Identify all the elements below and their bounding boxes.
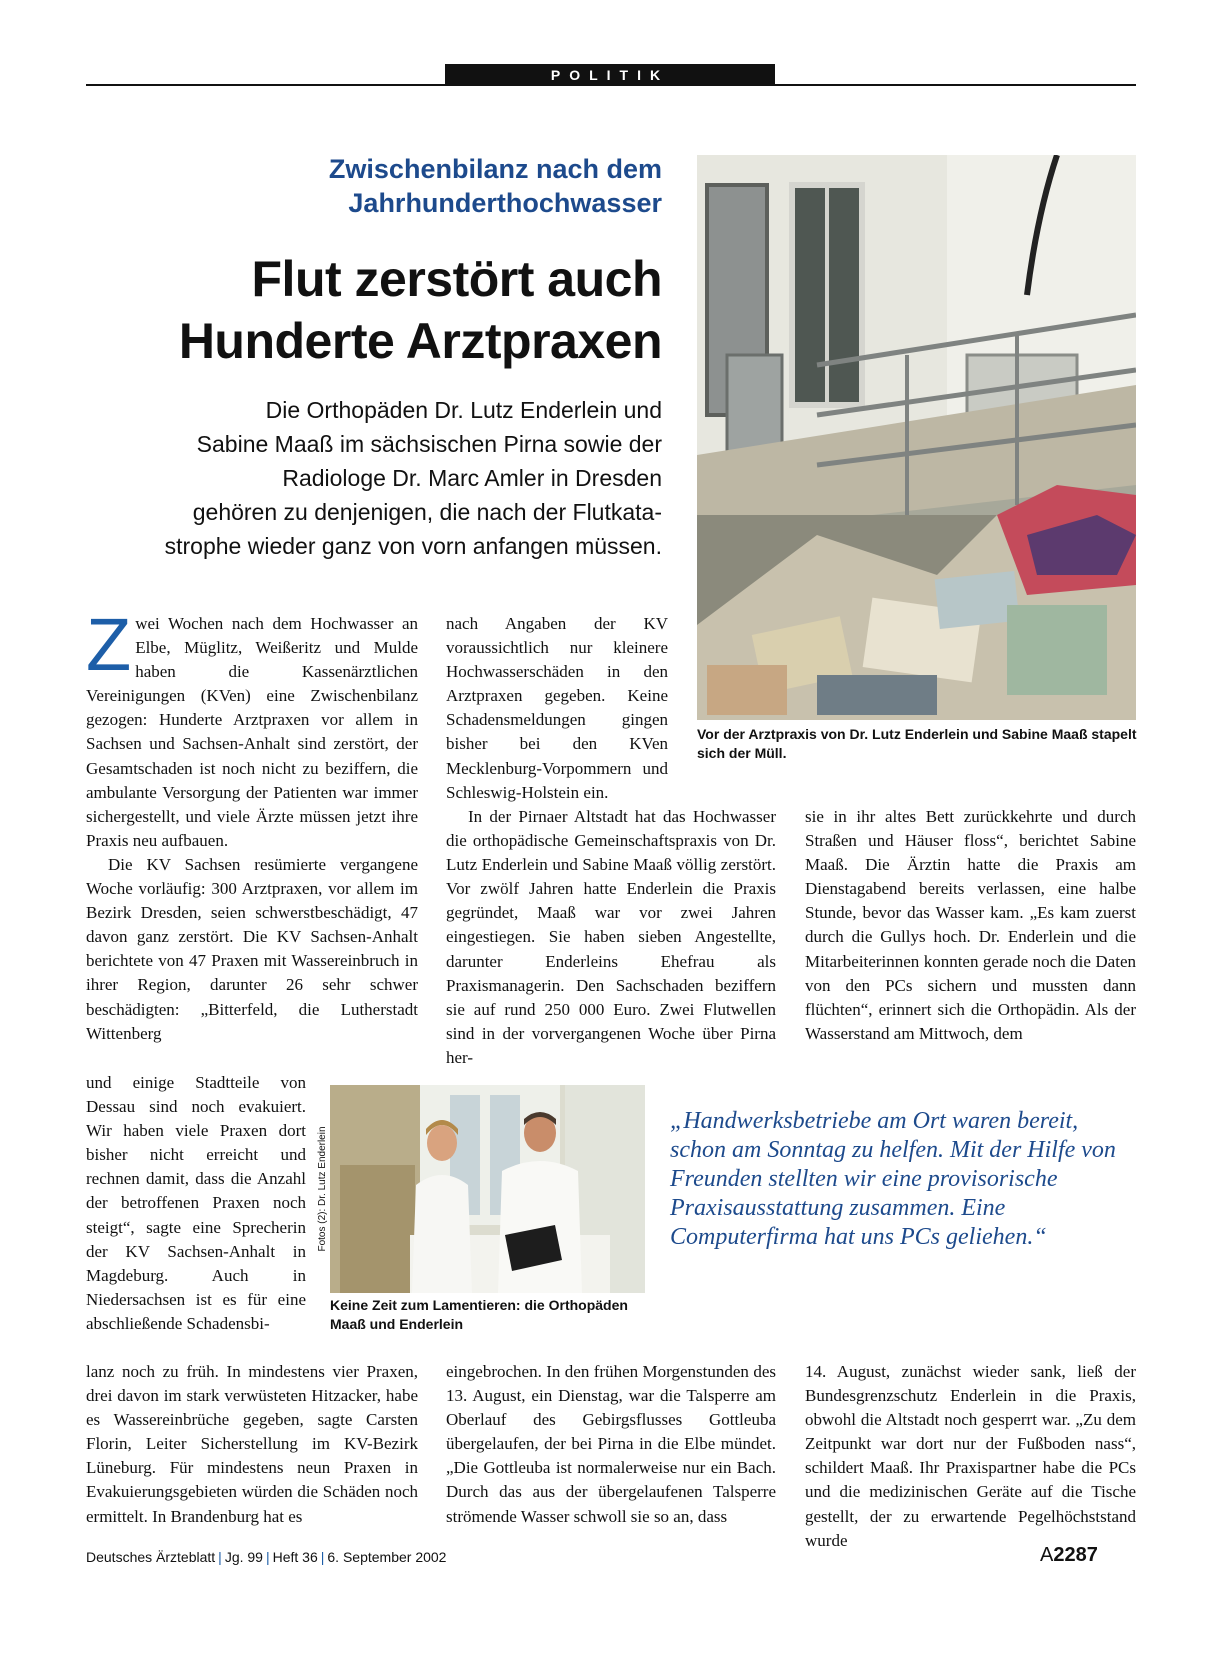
lead-line: Radiologe Dr. Marc Amler in Dresden (282, 465, 662, 491)
text-column-1-bottom: lanz noch zu früh. In mindestens vier Praxen, drei davon im stark verwüsteten Hitzacker, habe es Wassereinbrüche gegeben, sagte Carsten Florin, Leiter Sicherstellung im KV-Bezirk Lüneburg. Für mindestens neun Praxen in Evakuierungsgebieten würden die Schäden noch ermittelt. In Brandenburg hat es (86, 1362, 418, 1526)
text-column-2-middle: In der Pirnaer Altstadt hat das Hochwasser die orthopädische Gemeinschaftspraxis von Dr. Lutz Enderlein und Sabine Maaß völlig zerstört. Vor zwölf Jahren hatte Enderlein die Praxis gegründet, Maaß war vor zwei Jahren eingestiegen. Sie haben sieben Angestellte, darunter Enderleins Ehefrau als Praxismanagerin. Den Sachschaden beziffern sie auf rund 250 000 Euro. Zwei Flutwellen sind in der vorvergangenen Woche über Pirna her- (446, 807, 776, 1067)
doctors-illustration (330, 1085, 645, 1293)
flood-debris-illustration (697, 155, 1136, 720)
headline-line: Hunderte Arztpraxen (178, 313, 662, 369)
text-column-2-bottom: eingebrochen. In den frühen Morgenstunden des 13. August, ein Dienstag, war die Talsperre am Oberlauf des Gebirgsflusses Gottleuba übergelaufen, der bei Pirna in die Elbe mündet. „Die Gottleuba ist normalerweise nur ein Bach. Durch das aus der übergelaufenen Talsperre strömende Wasser schwoll sie so an, dass (446, 1362, 776, 1526)
pull-quote: „Handwerksbetriebe am Ort waren bereit, schon am Sonntag zu helfen. Mit der Hilfe von Freunden stellten wir eine provisorische Praxisausstattung zusammen. Eine Computerfirma hat uns PCs geliehen.“ (670, 1108, 1116, 1250)
issue-date: 6. September 2002 (327, 1549, 447, 1565)
volume: Jg. 99 (224, 1549, 263, 1565)
article-lead (96, 393, 662, 563)
text-column-2-top: nach Angaben der KV voraussichtlich nur kleinere Hochwasserschäden in den Arztpraxen gegeben. Keine Schadensmeldungen gingen bisher bei den KVen Mecklenburg-Vorpommern und Schleswig-Holstein ein. (446, 614, 668, 802)
headline-line: Flut zerstört auch (251, 251, 662, 307)
text-column-3-top: sie in ihr altes Bett zurückkehrte und durch Straßen und Häuser floss“, berichtet Sabine Maaß. Die Ärztin hatte die Praxis am Dienstagabend bereits verlassen, eine halbe Stunde, bevor das Wasser kam. „Es kam zuerst durch die Gullys hoch. Dr. Enderlein und die Mitarbeiterinnen konnten gerade noch die Daten von den PCs sichern und mussten dann flüchten“, erinnert sich die Orthopädin. Als der Wasserstand am Mittwoch, dem (805, 807, 1136, 1043)
lead-line: Sabine Maaß im sächsischen Pirna sowie der (196, 431, 662, 457)
page-number-value: 2287 (1053, 1544, 1098, 1566)
lead-line: gehören zu denjenigen, die nach der Flutkata- (192, 499, 662, 525)
paragraph: Die KV Sachsen resümierte vergangene Woche vorläufig: 300 Arztpraxen, vor allem im Bezirk Dresden, seien schwerstbeschädigt, 47 davon ganz zerstört. Die KV Sachsen-Anhalt berichtete von 47 Praxen mit Wassereinbruch in ihrer Region, darunter 26 sehr schwer beschädigten: „Bitterfeld, die Lutherstadt Wittenberg (86, 854, 418, 1043)
lead-line: strophe wieder ganz von vorn anfangen müssen. (164, 533, 662, 559)
section-label: POLITIK (445, 64, 775, 86)
text-column-3-bottom: 14. August, zunächst wieder sank, ließ der Bundesgrenzschutz Enderlein in die Praxis, obwohl die Altstadt noch gesperrt war. „Zu dem Zeitpunkt war dort nur der Fußboden nass“, schildert Maaß. Ihr Praxispartner habe die PCs und die medizinischen Geräte auf die Tische gestellt, der zu erwartende Pegelhöchststand wurde (805, 1362, 1136, 1550)
journal-name: Deutsches Ärzteblatt (86, 1549, 216, 1565)
kicker-line: Zwischenbilanz nach dem (328, 154, 662, 184)
article-headline (80, 248, 662, 372)
photo-caption-debris: Vor der Arztpraxis von Dr. Lutz Enderlein und Sabine Maaß stapelt sich der Müll. (697, 726, 1137, 761)
paragraph (86, 603, 418, 853)
text-column-1-top (86, 603, 418, 1046)
kicker-line: Jahrhunderthochwasser (348, 188, 662, 218)
photo-credit (316, 1085, 330, 1293)
page-prefix: A (1040, 1544, 1054, 1566)
page-number (1040, 1544, 1098, 1567)
flood-debris-photo (697, 155, 1136, 720)
photo-caption-doctors: Keine Zeit zum Lamentieren: die Orthopäden Maaß und Enderlein (330, 1297, 628, 1332)
issue: Heft 36 (272, 1549, 318, 1565)
photo-credit-text: Fotos (2): Dr. Lutz Enderlein (317, 1126, 328, 1252)
drop-cap: Z (86, 603, 132, 686)
article-kicker (110, 152, 662, 220)
doctors-photo (330, 1085, 645, 1293)
paragraph-text: wei Wochen nach dem Hochwasser an Elbe, Müglitz, Weißeritz und Mulde haben die Kassenärztlichen Vereinigungen (KVen) eine Zwischenbilanz gezogen: Hunderte Arztpraxen vor allem in Sachsen und Sachsen-Anhalt sind zerstört, der Gesamtschaden ist noch nicht zu beziffern, die ambulante Versorgung der Patienten war immer sichergestellt, und viele Ärzte müssen jetzt ihre Praxis neu aufbauen. (86, 614, 418, 850)
lead-line: Die Orthopäden Dr. Lutz Enderlein und (265, 397, 662, 423)
text-column-1-middle: und einige Stadtteile von Dessau sind noch evakuiert. Wir haben viele Praxen dort bisher nicht erreicht und rechnen damit, dass die Anzahl der betroffenen Praxen noch steigt“, sagte eine Sprecherin der KV Sachsen-Anhalt in Magdeburg. Auch in Niedersachsen ist es für eine abschließende Schadensbi- (86, 1073, 306, 1333)
footer-citation: Deutsches Ärzteblatt | Jg. 99 | Heft 36 | 6. September 2002 (86, 1549, 447, 1565)
